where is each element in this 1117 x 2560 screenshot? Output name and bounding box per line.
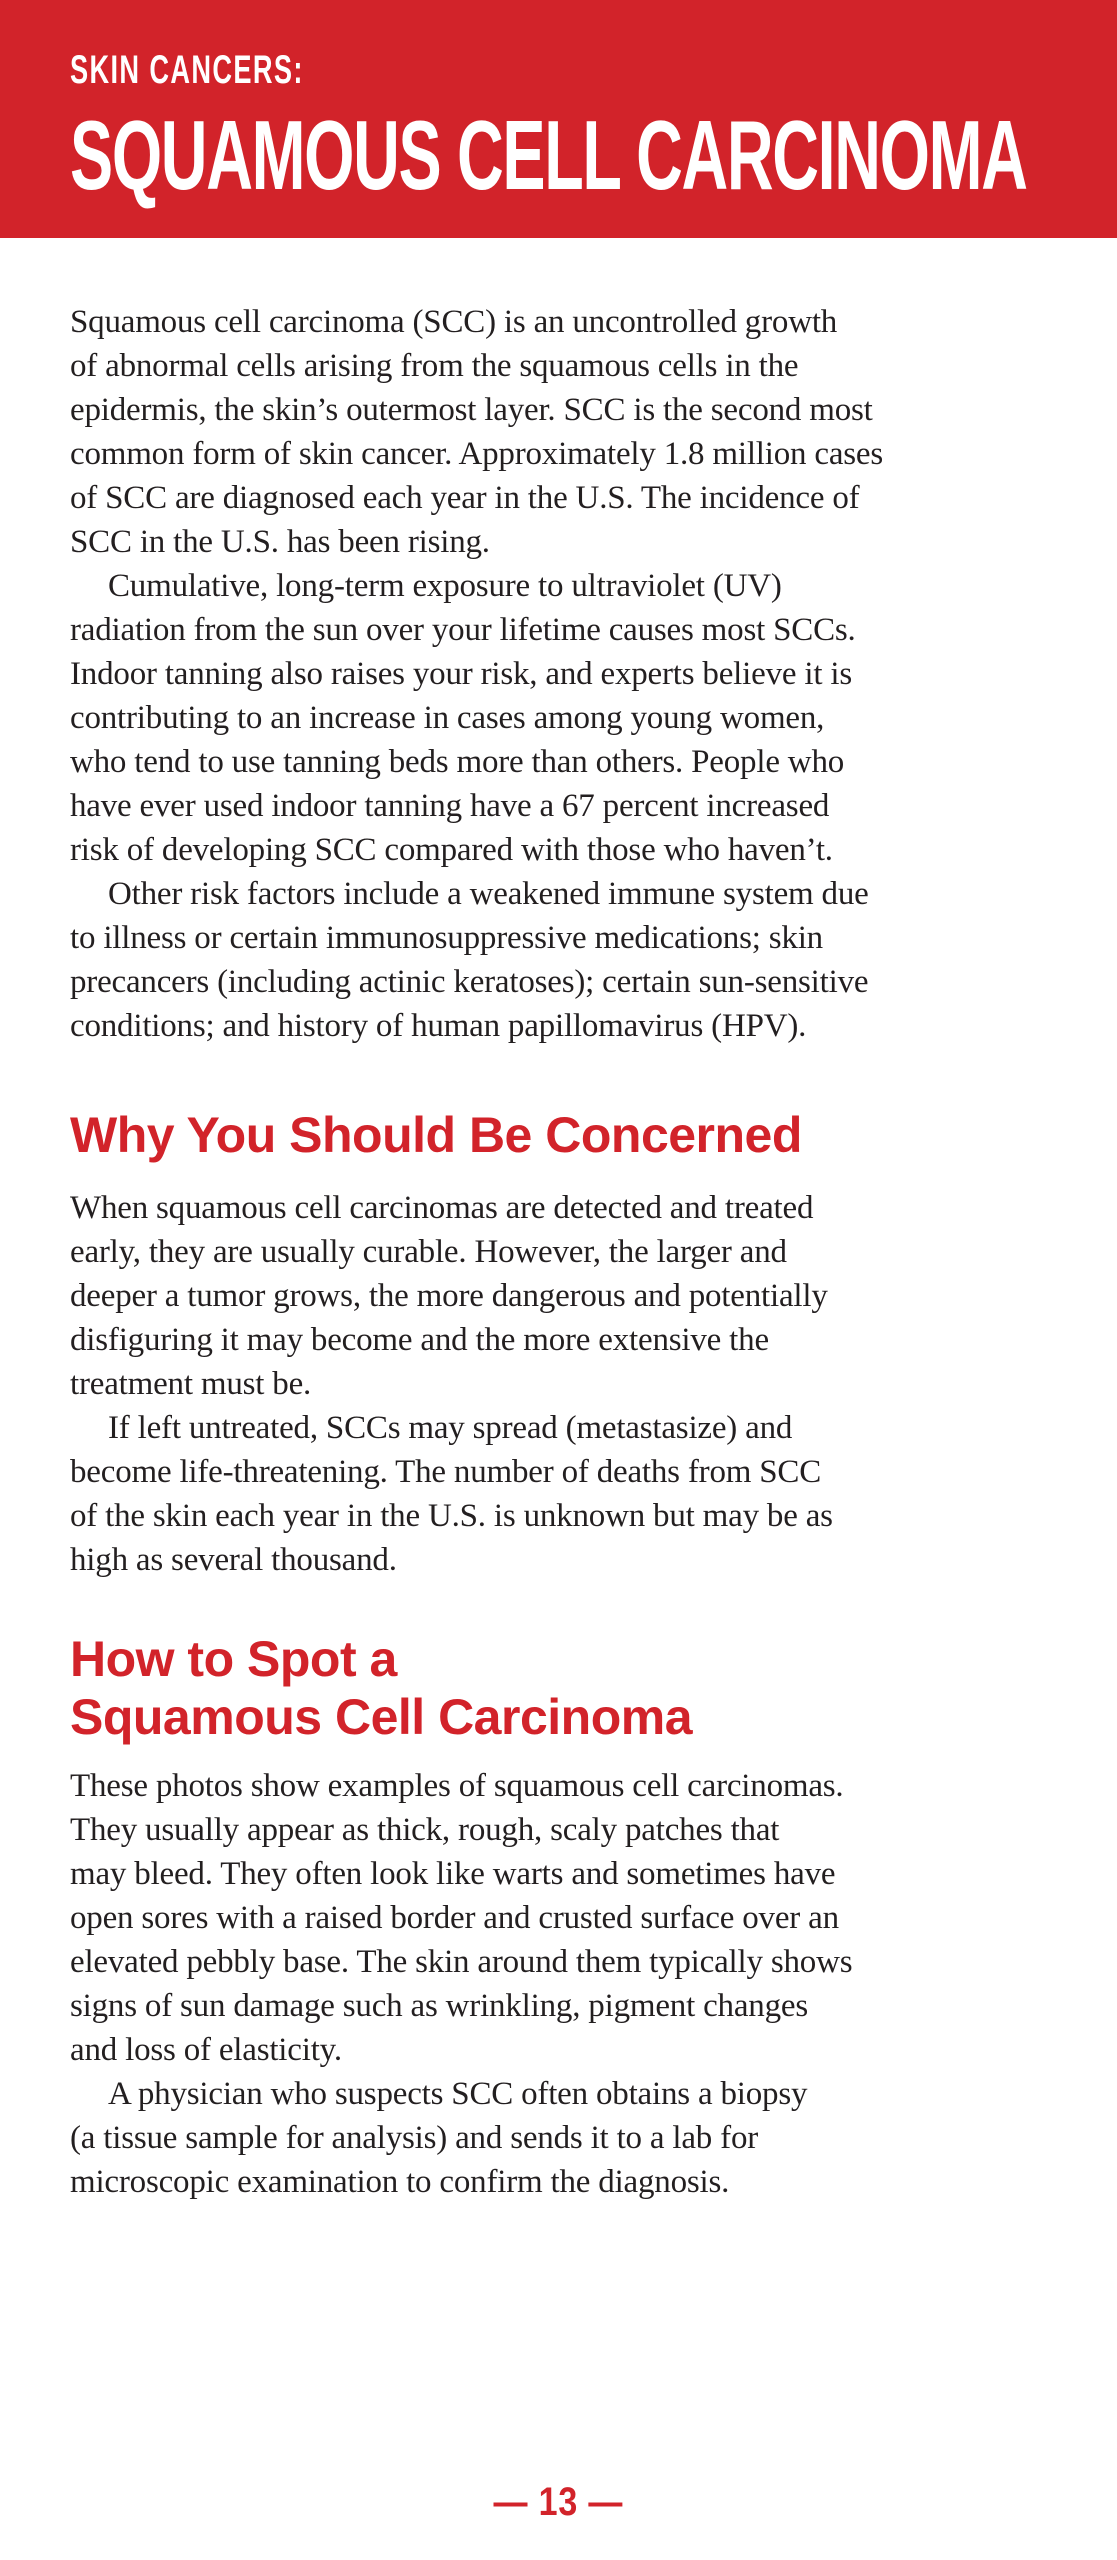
paragraph-line: of abnormal cells arising from the squamous cells in the — [70, 348, 799, 384]
paragraph-line: disfiguring it may become and the more extensive the — [70, 1322, 769, 1358]
paragraph-line: When squamous cell carcinomas are detected and treated — [70, 1190, 814, 1226]
paragraph-line: elevated pebbly base. The skin around them typically shows — [70, 1944, 853, 1980]
header-kicker: SKIN CANCERS: — [70, 48, 304, 92]
paragraph-line: SCC in the U.S. has been rising. — [70, 524, 490, 560]
paragraph-line: signs of sun damage such as wrinkling, pigment changes — [70, 1988, 808, 2024]
body-paragraph — [70, 300, 1062, 564]
paragraph-line: high as several thousand. — [70, 1542, 397, 1578]
heading-line: Why You Should Be Concerned — [70, 1107, 802, 1163]
heading-line: Squamous Cell Carcinoma — [70, 1689, 692, 1745]
body-paragraph — [70, 1406, 1062, 1582]
paragraph-line: common form of skin cancer. Approximately 1.8 million cases — [70, 436, 884, 472]
paragraph-line: microscopic examination to confirm the diagnosis. — [70, 2164, 730, 2200]
paragraph-line: (a tissue sample for analysis) and sends it to a lab for — [70, 2120, 759, 2156]
paragraph-line: Indoor tanning also raises your risk, and experts believe it is — [70, 656, 852, 692]
section-heading — [70, 1630, 1062, 1746]
paragraph-line: and loss of elasticity. — [70, 2032, 342, 2068]
paragraph-line: Squamous cell carcinoma (SCC) is an uncontrolled growth — [70, 304, 838, 340]
header-banner — [0, 0, 1117, 238]
paragraph-line: deeper a tumor grows, the more dangerous and potentially — [70, 1278, 828, 1314]
paragraph-line: who tend to use tanning beds more than others. People who — [70, 744, 845, 780]
body-paragraph — [70, 1764, 1062, 2072]
body-paragraph — [70, 564, 1062, 872]
body-paragraph — [70, 872, 1062, 1048]
paragraph-line: epidermis, the skin’s outermost layer. SCC is the second most — [70, 392, 873, 428]
page-footer — [0, 2482, 1117, 2522]
paragraph-line: These photos show examples of squamous cell carcinomas. — [70, 1768, 844, 1804]
paragraph-line: Cumulative, long-term exposure to ultraviolet (UV) — [108, 568, 782, 604]
header-title: SQUAMOUS CELL CARCINOMA — [70, 100, 1027, 210]
paragraph-line: contributing to an increase in cases among young women, — [70, 700, 825, 736]
paragraph-line: conditions; and history of human papillomavirus (HPV). — [70, 1008, 807, 1044]
paragraph-line: of the skin each year in the U.S. is unknown but may be as — [70, 1498, 833, 1534]
paragraph-line: If left untreated, SCCs may spread (metastasize) and — [108, 1410, 793, 1446]
paragraph-line: early, they are usually curable. However, the larger and — [70, 1234, 787, 1270]
heading-line: How to Spot a — [70, 1631, 397, 1687]
paragraph-line: may bleed. They often look like warts and sometimes have — [70, 1856, 836, 1892]
section-heading — [70, 1106, 1062, 1164]
paragraph-line: precancers (including actinic keratoses); certain sun-sensitive — [70, 964, 869, 1000]
article-body — [0, 238, 1117, 2204]
paragraph-line: A physician who suspects SCC often obtains a biopsy — [108, 2076, 808, 2112]
paragraph-line: of SCC are diagnosed each year in the U.S. The incidence of — [70, 480, 860, 516]
paragraph-line: open sores with a raised border and crusted surface over an — [70, 1900, 839, 1936]
paragraph-line: risk of developing SCC compared with those who haven’t. — [70, 832, 833, 868]
body-paragraph — [70, 1186, 1062, 1406]
paragraph-line: treatment must be. — [70, 1366, 312, 1402]
paragraph-line: become life-threatening. The number of deaths from SCC — [70, 1454, 822, 1490]
body-paragraph — [70, 2072, 1062, 2204]
paragraph-line: to illness or certain immunosuppressive medications; skin — [70, 920, 823, 956]
paragraph-line: They usually appear as thick, rough, scaly patches that — [70, 1812, 780, 1848]
page-number: — 13 — — [493, 2480, 624, 2524]
paragraph-line: have ever used indoor tanning have a 67 percent increased — [70, 788, 830, 824]
paragraph-line: radiation from the sun over your lifetime causes most SCCs. — [70, 612, 856, 648]
paragraph-line: Other risk factors include a weakened immune system due — [108, 876, 869, 912]
